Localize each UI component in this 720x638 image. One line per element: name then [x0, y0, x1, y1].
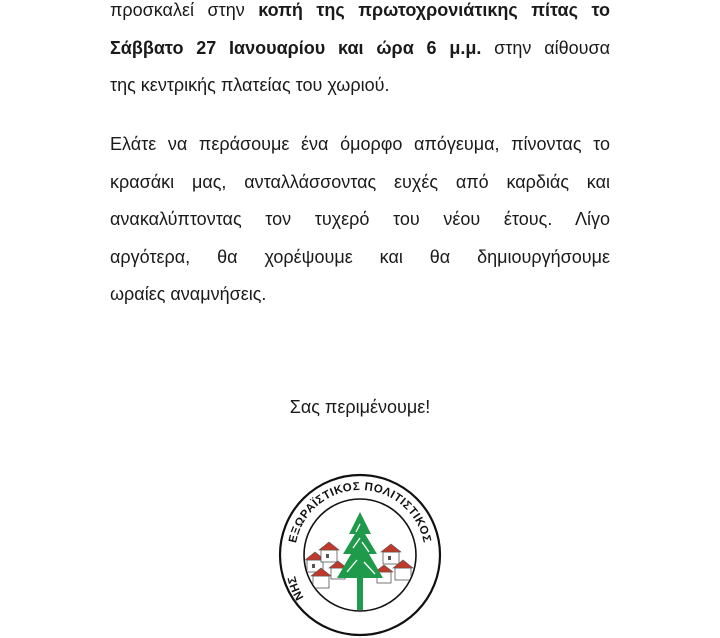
- event-line-1-prefix: προσκαλεί στην: [110, 0, 259, 20]
- details-line-3: ανακαλύπτοντας τον τυχερό του νέου έτους. Λίγο: [110, 209, 610, 229]
- house-icon: [319, 542, 339, 562]
- seal-ring-text: ΕΞΩΡΑΪΣΤΙΚΟΣ ΠΟΛΙΤΙΣΤΙΚΟΣ: [287, 480, 433, 545]
- closing-greeting: Σας περιμένουμε!: [289, 397, 431, 417]
- details-line-1: Ελάτε να περάσουμε ένα όμορφο απόγευμα, πίνοντας το: [110, 134, 610, 154]
- house-icon: [381, 544, 401, 564]
- seal-ring-text-left: ΝΗΣ: [286, 575, 307, 602]
- event-line-1: [110, 0, 610, 30]
- invitation-paragraph-details: [110, 126, 610, 314]
- details-line-4: αργότερα, θα χορέψουμε και θα δημιουργήσουμε: [110, 246, 610, 267]
- event-date-time: Σάββατο 27 Ιανουαρίου και ώρα 6 μ.μ.: [110, 37, 482, 58]
- association-seal-logo: [277, 472, 443, 638]
- event-line-2: [110, 30, 610, 68]
- event-line-3: της κεντρικής πλατείας του χωριού.: [110, 75, 390, 95]
- details-line-5: ωραίες αναμνήσεις.: [110, 284, 267, 304]
- invitation-paragraph-event: [110, 0, 610, 105]
- details-line-2: κρασάκι μας, ανταλλάσσοντας ευχές από καρδιάς και: [110, 171, 610, 192]
- fir-tree-icon: [337, 512, 383, 612]
- event-line-1-bold: κοπή της πρωτοχρονιάτικης πίτας το: [258, 0, 610, 20]
- event-line-2-suffix: στην αίθουσα: [481, 37, 610, 58]
